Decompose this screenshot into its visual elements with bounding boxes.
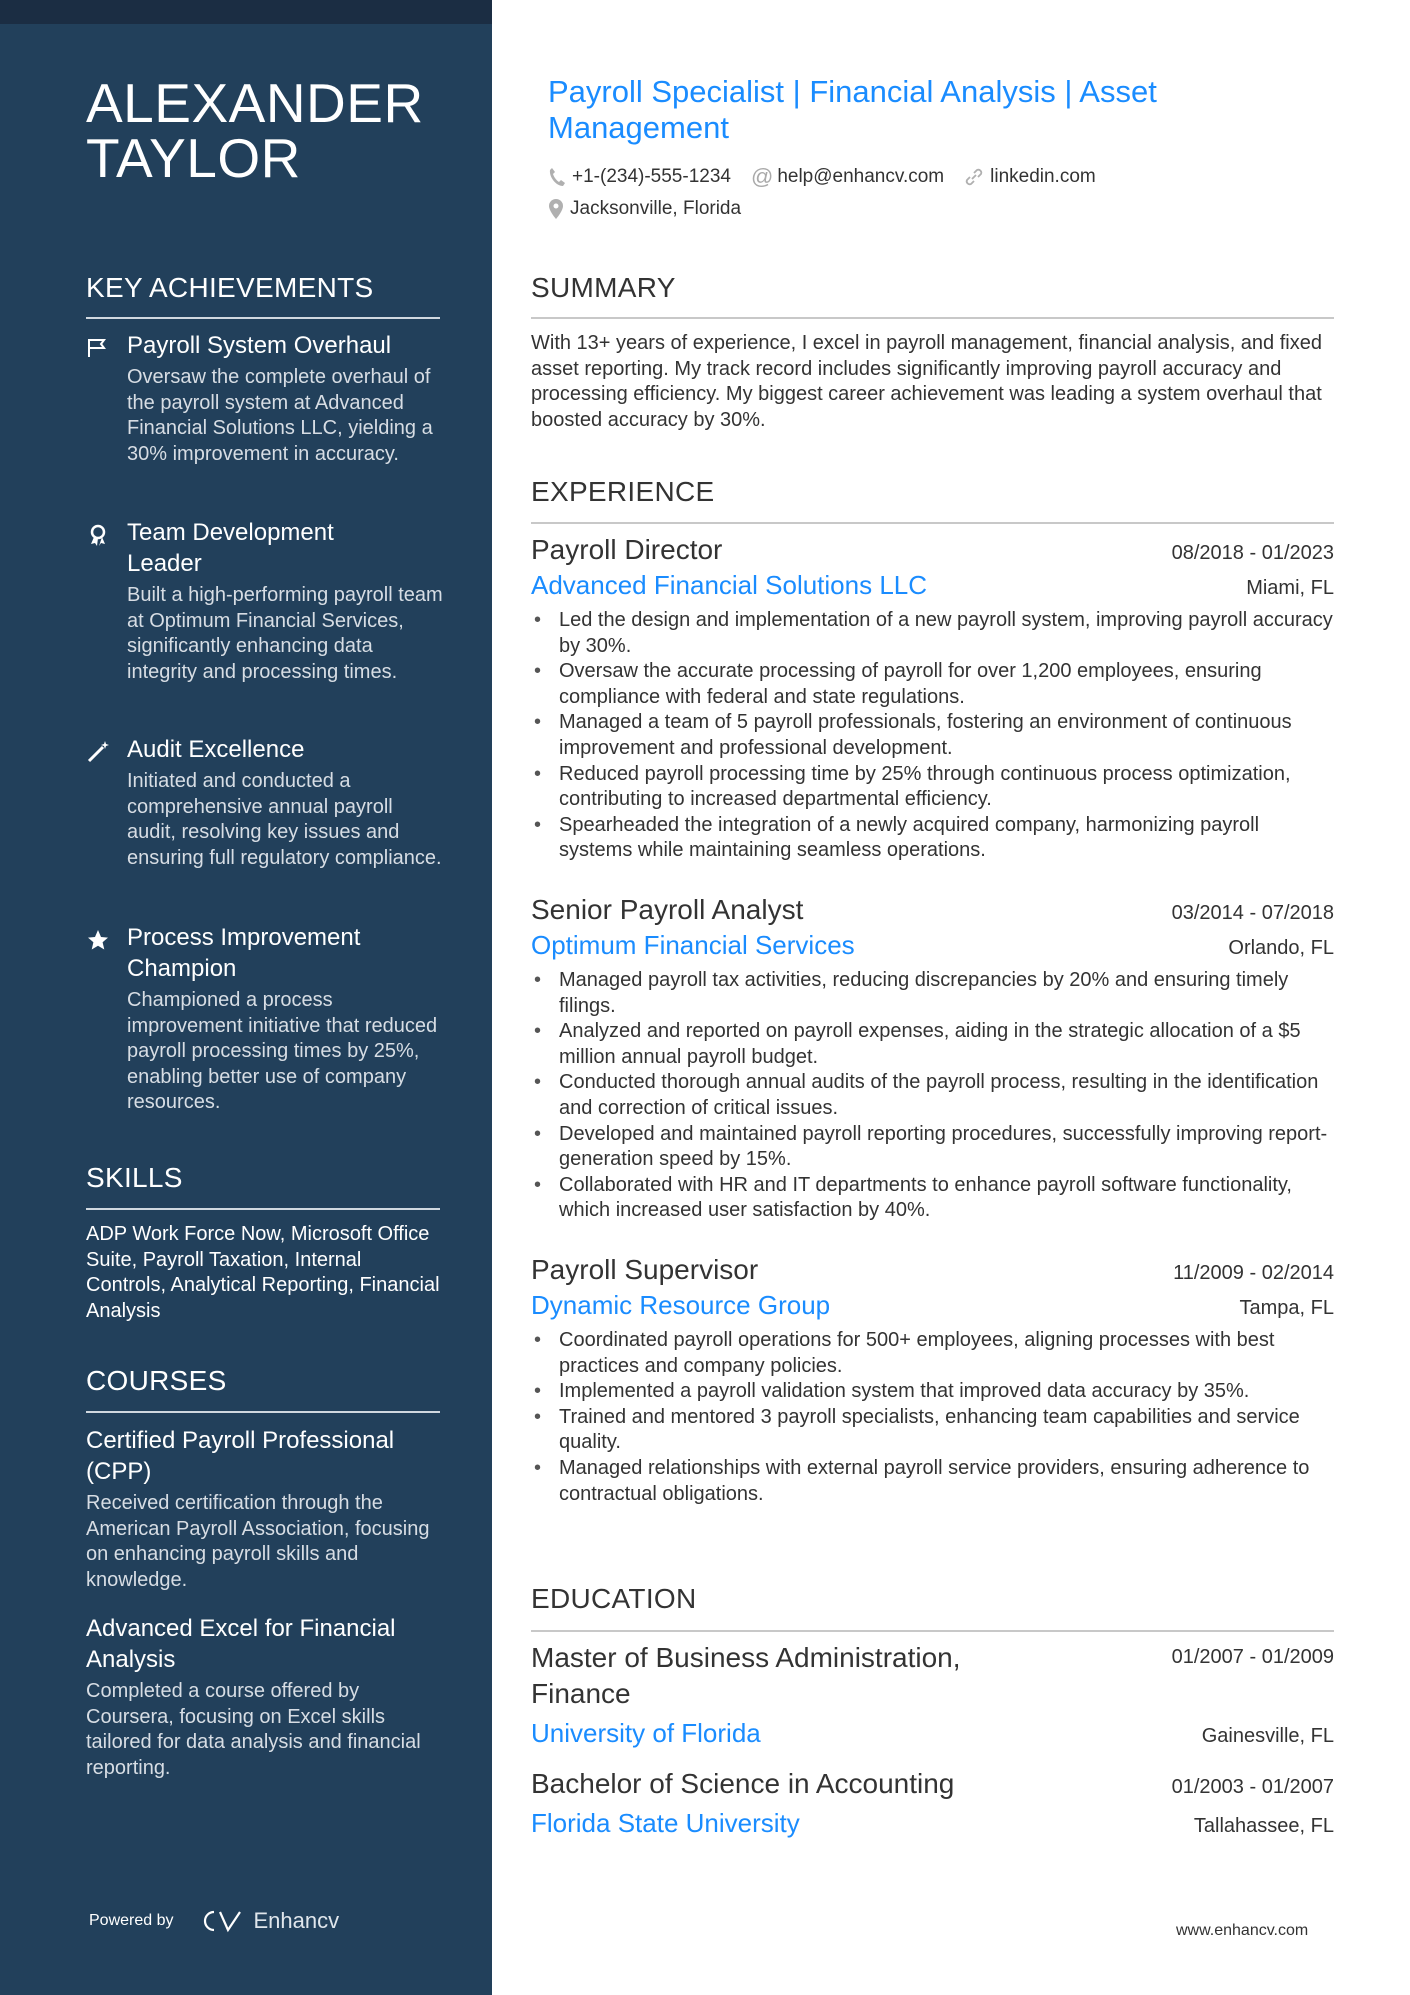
link-icon bbox=[964, 167, 984, 187]
bullet: • Conducted thorough annual audits of the payroll process, resulting in the identification and correction of critical issues. bbox=[531, 1070, 1334, 1121]
achievement-title: Audit Excellence bbox=[127, 736, 305, 763]
location-text: Jacksonville, Florida bbox=[570, 198, 742, 219]
bullet-list bbox=[531, 968, 1334, 1224]
achievement-item bbox=[86, 922, 446, 1116]
headline bbox=[548, 74, 1157, 146]
courses-heading: COURSES bbox=[86, 1365, 227, 1396]
achievement-desc: Built a high-performing payroll team at Optimum Financial Services, significantly enhancing data integrity and processing times. bbox=[127, 584, 443, 683]
phone-text: +1-(234)-555-1234 bbox=[572, 166, 731, 187]
job-title: Payroll Director bbox=[531, 534, 723, 565]
divider bbox=[531, 317, 1334, 319]
name-line-1: ALEXANDER bbox=[86, 72, 424, 134]
edu-location: Gainesville, FL bbox=[1201, 1725, 1334, 1747]
footer-url[interactable]: www.enhancv.com bbox=[1176, 1922, 1309, 1939]
at-icon: @ bbox=[750, 164, 774, 189]
bullet: • Managed a team of 5 payroll professionals, fostering an environment of continuous improvement and professional development. bbox=[531, 710, 1334, 761]
job-dates: 11/2009 - 02/2014 bbox=[1173, 1262, 1334, 1284]
education-item bbox=[531, 1766, 1334, 1840]
job-dates: 08/2018 - 01/2023 bbox=[1171, 542, 1334, 564]
company-name[interactable]: Optimum Financial Services bbox=[531, 930, 855, 960]
achievement-item bbox=[86, 330, 446, 467]
achievement-title: Payroll System Overhaul bbox=[127, 332, 392, 359]
bullet-list bbox=[531, 608, 1334, 864]
summary-text: With 13+ years of experience, I excel in payroll management, financial analysis, and fixed asset reporting. My track record includes significantly improving payroll accuracy and processing efficiency. My biggest career achievement was leading a system overhaul that boosted accuracy by 30%. bbox=[531, 332, 1322, 431]
job-location: Tampa, FL bbox=[1239, 1297, 1334, 1319]
headline-line-2: Management bbox=[548, 110, 729, 145]
degree: Bachelor of Science in Accounting bbox=[531, 1768, 955, 1799]
phone[interactable] bbox=[548, 164, 731, 190]
email-text: help@enhancv.com bbox=[777, 166, 945, 187]
headline-line-1: Payroll Specialist | Financial Analysis | Asset bbox=[548, 74, 1157, 109]
bullet: • Collaborated with HR and IT departments to enhance payroll software functionality, which increased user satisfaction by 40%. bbox=[531, 1173, 1334, 1224]
star-icon bbox=[86, 928, 110, 952]
achievements-heading: KEY ACHIEVEMENTS bbox=[86, 272, 374, 303]
email[interactable] bbox=[751, 164, 944, 190]
edu-dates: 01/2007 - 01/2009 bbox=[1171, 1646, 1334, 1668]
achievement-title: Team Development Leader bbox=[127, 519, 334, 577]
enhancv-brand: Enhancv bbox=[253, 1908, 340, 1933]
bullet: • Coordinated payroll operations for 500+ employees, aligning processes with best practices and company policies. bbox=[531, 1328, 1334, 1379]
achievement-title: Process Improvement Champion bbox=[127, 924, 361, 982]
degree: Master of Business Administration, Finance bbox=[531, 1642, 961, 1709]
divider bbox=[531, 1630, 1334, 1632]
course-item bbox=[86, 1613, 446, 1781]
divider bbox=[86, 1411, 440, 1413]
course-desc: Completed a course offered by Coursera, focusing on Excel skills tailored for data analysis and financial reporting. bbox=[86, 1680, 421, 1779]
enhancv-logo-icon bbox=[200, 1908, 246, 1934]
divider bbox=[531, 522, 1334, 524]
bullet: • Managed relationships with external payroll service providers, ensuring adherence to contractual obligations. bbox=[531, 1456, 1334, 1507]
flag-icon bbox=[86, 336, 110, 360]
bullet: • Trained and mentored 3 payroll specialists, enhancing team capabilities and service quality. bbox=[531, 1405, 1334, 1456]
course-title: Advanced Excel for Financial Analysis bbox=[86, 1615, 396, 1673]
company-name[interactable]: Dynamic Resource Group bbox=[531, 1290, 831, 1320]
school-name[interactable]: Florida State University bbox=[531, 1808, 800, 1838]
skills-list: ADP Work Force Now, Microsoft Office Suite, Payroll Taxation, Internal Controls, Analytical Reporting, Financial Analysis bbox=[86, 1223, 440, 1322]
skills-heading: SKILLS bbox=[86, 1162, 183, 1193]
course-item bbox=[86, 1425, 446, 1593]
job-location: Miami, FL bbox=[1246, 577, 1334, 599]
bullet: • Analyzed and reported on payroll expenses, aiding in the strategic allocation of a $5 million annual payroll budget. bbox=[531, 1019, 1334, 1070]
edu-location: Tallahassee, FL bbox=[1193, 1815, 1334, 1837]
candidate-name bbox=[86, 72, 424, 189]
education-item bbox=[531, 1640, 1334, 1750]
bullet: • Oversaw the accurate processing of payroll for over 1,200 employees, ensuring compliance with federal and state regulations. bbox=[531, 659, 1334, 710]
job-location: Orlando, FL bbox=[1228, 937, 1334, 959]
edu-dates: 01/2003 - 01/2007 bbox=[1171, 1776, 1334, 1798]
location-pin-icon bbox=[548, 198, 564, 220]
experience-item bbox=[531, 532, 1334, 864]
powered-by-label: Powered by bbox=[89, 1912, 174, 1929]
phone-icon bbox=[548, 167, 566, 187]
powered-by bbox=[89, 1908, 339, 1934]
divider bbox=[86, 317, 440, 319]
top-band bbox=[0, 0, 492, 24]
experience-item bbox=[531, 1252, 1334, 1507]
achievement-desc: Oversaw the complete overhaul of the payroll system at Advanced Financial Solutions LLC, yielding a 30% improvement in accuracy. bbox=[127, 366, 433, 465]
link-text: linkedin.com bbox=[990, 166, 1096, 187]
contact-info bbox=[548, 164, 1308, 220]
job-title: Payroll Supervisor bbox=[531, 1254, 759, 1285]
achievement-item bbox=[86, 734, 446, 871]
location bbox=[548, 198, 1288, 220]
school-name[interactable]: University of Florida bbox=[531, 1718, 761, 1748]
bullet-list bbox=[531, 1328, 1334, 1507]
education-heading: EDUCATION bbox=[531, 1583, 697, 1614]
bullet: • Developed and maintained payroll reporting procedures, successfully improving report-generation speed by 15%. bbox=[531, 1122, 1334, 1173]
experience-heading: EXPERIENCE bbox=[531, 476, 715, 507]
experience-item bbox=[531, 892, 1334, 1224]
course-title: Certified Payroll Professional (CPP) bbox=[86, 1427, 395, 1485]
course-desc: Received certification through the American Payroll Association, focusing on enhancing payroll skills and knowledge. bbox=[86, 1492, 430, 1591]
company-name[interactable]: Advanced Financial Solutions LLC bbox=[531, 570, 928, 600]
name-line-2: TAYLOR bbox=[86, 127, 301, 189]
achievement-item bbox=[86, 517, 446, 685]
bullet: • Led the design and implementation of a new payroll system, improving payroll accuracy by 30%. bbox=[531, 608, 1334, 659]
award-icon bbox=[86, 523, 110, 547]
bullet: • Reduced payroll processing time by 25% through continuous process optimization, contributing to increased departmental efficiency. bbox=[531, 762, 1334, 813]
magic-wand-icon bbox=[86, 740, 110, 764]
job-dates: 03/2014 - 07/2018 bbox=[1171, 902, 1334, 924]
website-link[interactable] bbox=[964, 164, 1096, 190]
bullet: • Spearheaded the integration of a newly acquired company, harmonizing payroll systems while maintaining seamless operations. bbox=[531, 813, 1334, 864]
job-title: Senior Payroll Analyst bbox=[531, 894, 804, 925]
summary-heading: SUMMARY bbox=[531, 272, 676, 303]
divider bbox=[86, 1208, 440, 1210]
bullet: • Managed payroll tax activities, reducing discrepancies by 20% and ensuring timely filings. bbox=[531, 968, 1334, 1019]
achievement-desc: Championed a process improvement initiative that reduced payroll processing times by 25%, enabling better use of company resources. bbox=[127, 989, 438, 1114]
bullet: • Implemented a payroll validation system that improved data accuracy by 35%. bbox=[531, 1379, 1334, 1405]
achievement-desc: Initiated and conducted a comprehensive annual payroll audit, resolving key issues and ensuring full regulatory compliance. bbox=[127, 770, 442, 869]
